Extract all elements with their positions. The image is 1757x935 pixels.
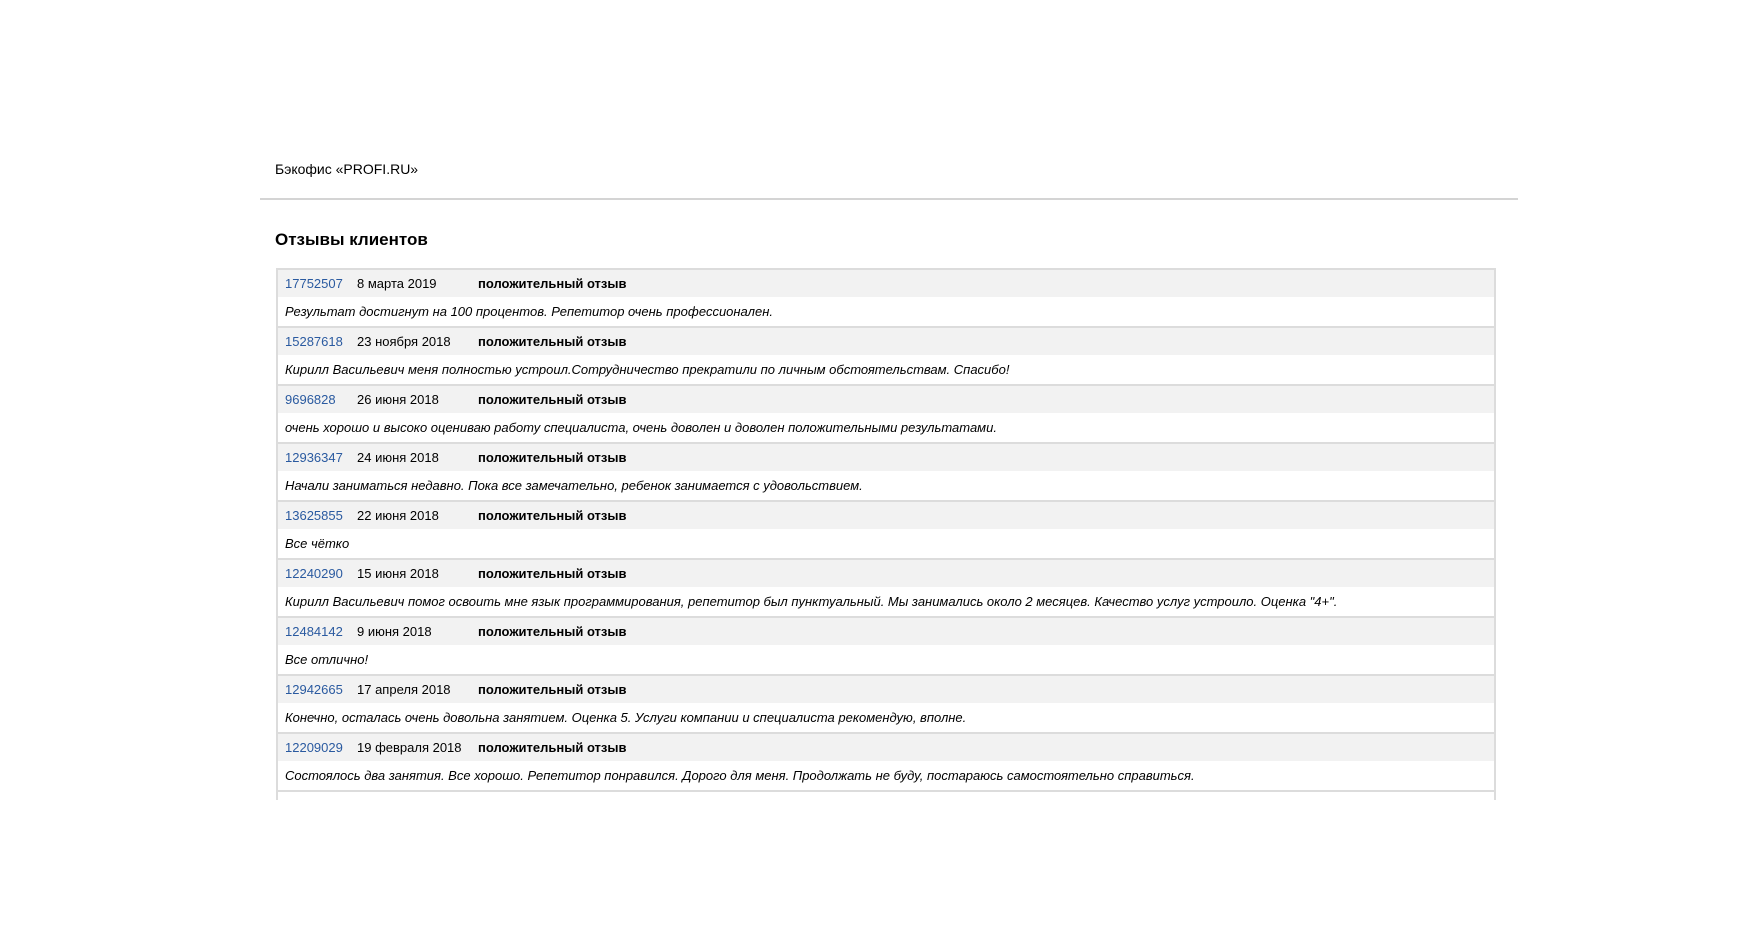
review-type: положительный отзыв	[478, 276, 627, 291]
review-id-link[interactable]: 12484142	[285, 624, 343, 639]
review-date: 9 июня 2018	[357, 624, 432, 639]
review-meta	[278, 560, 1494, 587]
review-id-link[interactable]: 15287618	[285, 334, 343, 349]
review-item	[278, 734, 1494, 792]
review-text: Начали заниматься недавно. Пока все замечательно, ребенок занимается с удовольствием.	[278, 471, 1494, 500]
review-date: 8 марта 2019	[357, 276, 437, 291]
review-text: Состоялось два занятия. Все хорошо. Репетитор понравился. Дорого для меня. Продолжать не буду, постараюсь самостоятельно справиться.	[278, 761, 1494, 790]
review-date: 26 июня 2018	[357, 392, 439, 407]
review-item	[278, 444, 1494, 502]
review-id-link[interactable]: 13625855	[285, 508, 343, 523]
review-date: 17 апреля 2018	[357, 682, 451, 697]
review-id-link[interactable]: 12240290	[285, 566, 343, 581]
page-title: Отзывы клиентов	[275, 230, 428, 249]
review-item	[278, 386, 1494, 444]
review-item	[278, 676, 1494, 734]
brand-title: Бэкофис «PROFI.RU»	[275, 161, 419, 177]
review-meta	[278, 618, 1494, 645]
review-type: положительный отзыв	[478, 682, 627, 697]
review-id-link[interactable]: 12936347	[285, 450, 343, 465]
review-type: положительный отзыв	[478, 508, 627, 523]
review-meta	[278, 386, 1494, 413]
review-meta	[278, 328, 1494, 355]
review-date: 24 июня 2018	[357, 450, 439, 465]
review-text: Конечно, осталась очень довольна занятием. Оценка 5. Услуги компании и специалиста рекомендую, вполне.	[278, 703, 1494, 732]
review-meta	[278, 676, 1494, 703]
review-date: 23 ноября 2018	[357, 334, 451, 349]
review-type: положительный отзыв	[478, 334, 627, 349]
review-text: Все отлично!	[278, 645, 1494, 674]
review-type: положительный отзыв	[478, 566, 627, 581]
review-text: Кирилл Васильевич помог освоить мне язык программирования, репетитор был пунктуальный. Мы занимались около 2 месяцев. Качество услуг устроило. Оценка "4+".	[278, 587, 1494, 616]
review-date: 22 июня 2018	[357, 508, 439, 523]
reviews-list	[276, 268, 1496, 800]
review-text: Все чётко	[278, 529, 1494, 558]
review-text: Результат достигнут на 100 процентов. Репетитор очень профессионален.	[278, 297, 1494, 326]
review-type: положительный отзыв	[478, 450, 627, 465]
review-item	[278, 560, 1494, 618]
review-meta	[278, 444, 1494, 471]
review-date: 15 июня 2018	[357, 566, 439, 581]
review-id-link[interactable]: 17752507	[285, 276, 343, 291]
review-date: 19 февраля 2018	[357, 740, 462, 755]
header-divider	[260, 198, 1518, 200]
review-item	[278, 270, 1494, 328]
review-text: Кирилл Васильевич меня полностью устроил.Сотрудничество прекратили по личным обстоятельствам. Спасибо!	[278, 355, 1494, 384]
review-id-link[interactable]: 9696828	[285, 392, 336, 407]
review-meta	[278, 502, 1494, 529]
review-item	[278, 502, 1494, 560]
review-meta	[278, 270, 1494, 297]
review-text: очень хорошо и высоко оцениваю работу специалиста, очень доволен и доволен положительными результатами.	[278, 413, 1494, 442]
review-type: положительный отзыв	[478, 624, 627, 639]
review-meta	[278, 734, 1494, 761]
review-type: положительный отзыв	[478, 392, 627, 407]
review-id-link[interactable]: 12209029	[285, 740, 343, 755]
review-item	[278, 328, 1494, 386]
review-id-link[interactable]: 12942665	[285, 682, 343, 697]
review-type: положительный отзыв	[478, 740, 627, 755]
review-item	[278, 618, 1494, 676]
